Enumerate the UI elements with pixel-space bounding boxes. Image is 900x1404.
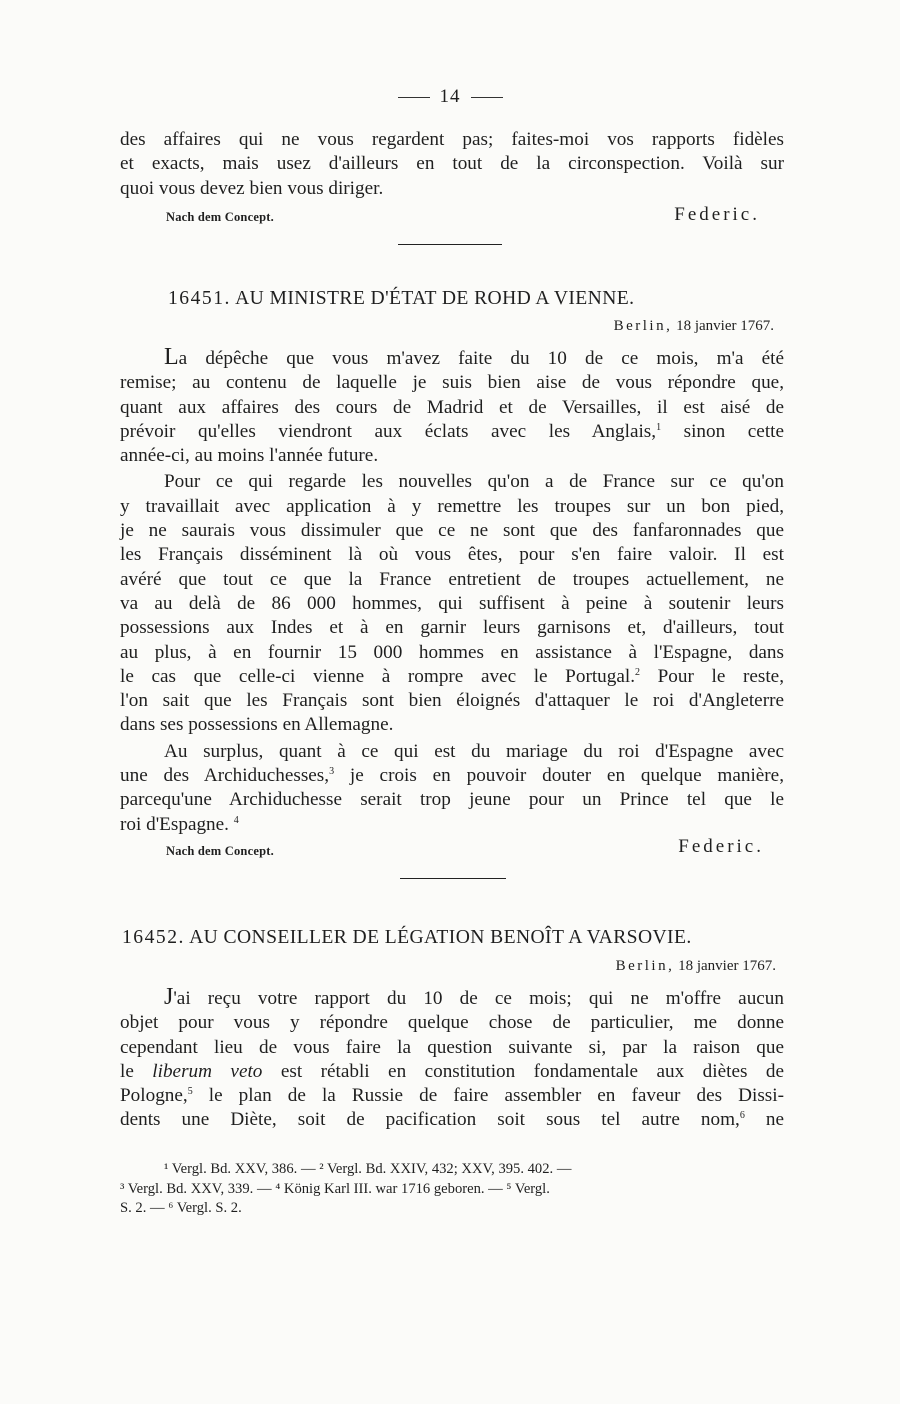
source-note: Nach dem Concept.: [166, 844, 274, 858]
drop-capital: J: [164, 984, 174, 1010]
signature: Federic.: [678, 836, 764, 857]
text-line: possessions aux Indes et à en garnir leurs garnisons et, d'ailleurs, tout: [120, 617, 784, 639]
signature: Federic.: [674, 204, 760, 225]
drop-capital: L: [164, 344, 179, 370]
separator-rule: [400, 878, 506, 879]
text-line: avéré que tout ce que la France entretient de troupes actuellement, ne: [120, 568, 784, 590]
footnote-marker: 3: [329, 766, 335, 778]
text-line: objet pour vous y répondre quelque chose de particulier, me donne: [120, 1012, 784, 1034]
text-line: cependant lieu de vous faire la question suivante si, par la raison que: [120, 1036, 784, 1058]
italic-term: liberum veto: [152, 1060, 263, 1082]
text-line: Pour ce qui regarde les nouvelles qu'on a de France sur ce qu'on: [164, 471, 784, 493]
dateline-16452: [112, 958, 776, 975]
text-line: des affaires qui ne vous regardent pas; faites-moi vos rapports fidèles: [120, 129, 784, 150]
page-number-dash-left: [398, 97, 430, 98]
text-line-content: prévoir qu'elles viendront aux éclats avec les Anglais,: [120, 420, 657, 442]
text-line: [120, 420, 784, 444]
text-line-content: a dépêche que vous m'avez faite du 10 de ce mois, m'a été: [178, 348, 784, 369]
dateline-date: 18 janvier 1767.: [678, 958, 776, 974]
footnote-marker: 1: [656, 421, 662, 433]
text-line-content: je crois en pouvoir douter en quelque manière,: [334, 765, 784, 787]
text-line: y travaillait avec application à y remettre les troupes sur un bon pied,: [120, 495, 784, 517]
footnote-marker: 5: [187, 1086, 193, 1098]
footnote-marker: 2: [635, 666, 640, 678]
letter-title: AU CONSEILLER DE LÉGATION BENOÎT A VARSOVIE.: [189, 927, 692, 948]
text-line-content: Pologne,: [120, 1085, 188, 1107]
text-line: au plus, à en fournir 15 000 hommes en assistance à l'Espagne, dans: [120, 641, 784, 663]
text-line: année-ci, au moins l'année future.: [120, 445, 379, 467]
text-line: l'on sait que les Français sont bien éloignés d'attaquer le roi d'Angleterre: [120, 690, 784, 712]
letter-body-16451: [120, 345, 784, 837]
text-line: quant aux affaires des cours de Madrid et de Versailles, il est aisé de: [120, 396, 784, 418]
text-line: dans ses possessions en Allemagne.: [120, 714, 394, 736]
page-number: [0, 86, 900, 108]
source-note: Nach dem Concept.: [166, 210, 274, 224]
separator-rule: [398, 244, 502, 245]
footnote-line: ¹ Vergl. Bd. XXV, 386. — ² Vergl. Bd. XXIV, 432; XXV, 395. 402. —: [164, 1161, 572, 1177]
footnote-line: S. 2. — ⁶ Vergl. S. 2.: [120, 1200, 242, 1216]
text-line-content: ne: [744, 1109, 784, 1131]
letter-body-16452: [120, 985, 784, 1133]
dateline-16451: [110, 318, 774, 335]
footnote-marker: 4: [233, 814, 239, 826]
text-line: va au delà de 86 000 hommes, qui suffisent à peine à soutenir leurs: [120, 592, 784, 614]
text-line-content: sinon cette: [661, 420, 785, 442]
page-number-dash-right: [471, 97, 503, 98]
text-line: [120, 764, 784, 788]
footnote-marker: 6: [739, 1110, 745, 1122]
letter-heading-16452: [122, 927, 792, 949]
text-line: et exacts, mais usez d'ailleurs en tout de la circonspection. Voilà sur: [120, 153, 784, 175]
text-line: [120, 985, 784, 1011]
letter-number: 16452.: [122, 927, 185, 948]
text-line: [120, 345, 784, 371]
footnotes: [120, 1160, 784, 1219]
dateline-date: 18 janvier 1767.: [676, 318, 774, 334]
text-line-content: 'ai reçu votre rapport du 10 de ce mois; qui ne m'offre aucun: [173, 988, 784, 1009]
dateline-place: Berlin,: [615, 958, 675, 974]
continuation-text: [120, 128, 784, 201]
text-line-content: est rétabli en constitution fondamentale aux diètes de: [262, 1060, 784, 1082]
text-line-content: le plan de la Russie de faire assembler en faveur des Dissi-: [192, 1085, 784, 1107]
text-line-content: le: [120, 1060, 153, 1082]
letter-number: 16451.: [168, 288, 231, 309]
text-line-content: le cas que celle-ci vienne à rompre avec le Portugal.: [120, 665, 635, 687]
text-line-content: roi d'Espagne.: [120, 813, 229, 835]
signature-row-1: [120, 204, 784, 230]
text-line: je ne saurais vous dissimuler que ce ne sont que des fanfaronnades que: [120, 520, 784, 542]
text-line-content: une des Archiduchesses,: [120, 765, 330, 787]
text-line: [120, 813, 784, 837]
text-line: [120, 1060, 784, 1084]
text-line: parcequ'une Archiduchesse serait trop jeune pour un Prince tel que le: [120, 789, 784, 811]
letter-heading-16451: [168, 288, 832, 310]
signature-row-2: [120, 836, 784, 862]
text-line-content: Pour le reste,: [640, 665, 784, 687]
letter-title: AU MINISTRE D'ÉTAT DE ROHD A VIENNE.: [235, 288, 635, 309]
text-line: [120, 1108, 784, 1132]
text-line: quoi vous devez bien vous diriger.: [120, 177, 384, 199]
text-line: les Français disséminent là où vous êtes, pour s'en faire valoir. Il est: [120, 544, 784, 566]
page-number-text: 14: [439, 86, 461, 107]
text-line: [120, 1084, 784, 1108]
text-line-content: dents une Diète, soit de pacification soit sous tel autre nom,: [120, 1109, 740, 1131]
text-line: Au surplus, quant à ce qui est du mariage du roi d'Espagne avec: [164, 740, 784, 762]
text-line: remise; au contenu de laquelle je suis bien aise de vous répondre que,: [120, 372, 784, 394]
dateline-place: Berlin,: [613, 318, 673, 334]
footnote-line: ³ Vergl. Bd. XXV, 339. — ⁴ König Karl III. war 1716 geboren. — ⁵ Vergl.: [120, 1180, 550, 1197]
text-line: [120, 665, 784, 689]
